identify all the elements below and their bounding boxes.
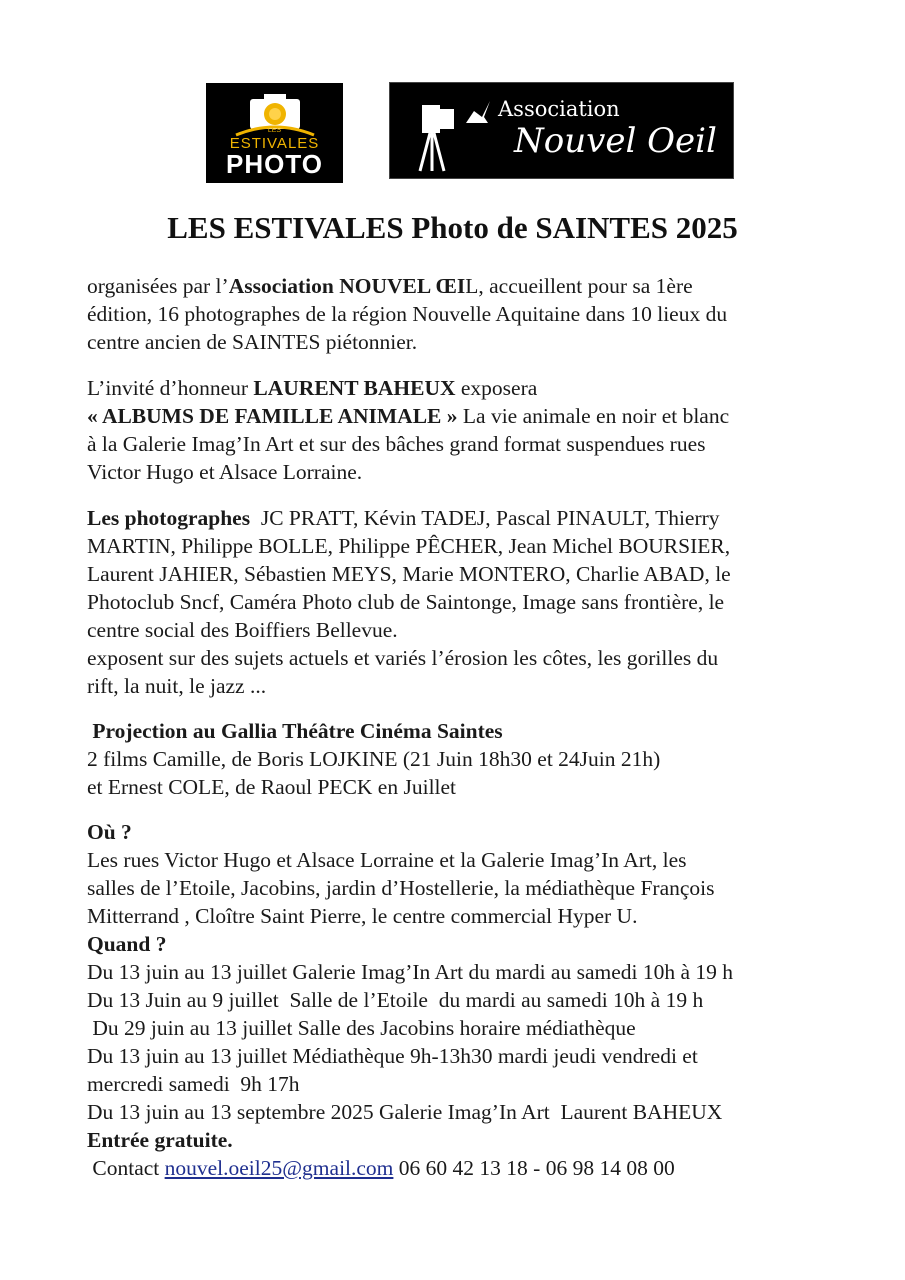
- exhibition-title: « ALBUMS DE FAMILLE ANIMALE »: [87, 404, 458, 428]
- guest-line-4: Victor Hugo et Alsace Lorraine.: [87, 460, 363, 484]
- photographers-text-1: JC PRATT, Kévin TADEJ, Pascal PINAULT, Thierry: [250, 506, 720, 530]
- guest-text-c: exposera: [455, 376, 538, 400]
- intro-line-1: [87, 272, 827, 300]
- logo-estivales-text: ESTIVALES: [229, 135, 320, 152]
- where-heading-text: Où ?: [87, 820, 132, 844]
- projection-heading-text: Projection au Gallia Théâtre Cinéma Saintes: [87, 719, 503, 743]
- photographers-line-6: exposent sur des sujets actuels et variés l’érosion les côtes, les gorilles du: [87, 646, 719, 670]
- photographers-line-7: rift, la nuit, le jazz ...: [87, 674, 267, 698]
- entry-free: [87, 1126, 827, 1154]
- photographers-line-3: Laurent JAHIER, Sébastien MEYS, Marie MONTERO, Charlie ABAD, le: [87, 562, 731, 586]
- when-line-5: mercredi samedi 9h 17h: [87, 1072, 300, 1096]
- photographers-label: Les photographes: [87, 506, 251, 530]
- when-line-6: Du 13 juin au 13 septembre 2025 Galerie Imag’In Art Laurent BAHEUX: [87, 1100, 723, 1124]
- when-line-4: Du 13 juin au 13 juillet Médiathèque 9h-13h30 mardi jeudi vendredi et: [87, 1044, 698, 1068]
- association-name: Association NOUVEL ŒI: [228, 274, 466, 298]
- intro-line-2: édition, 16 photographes de la région Nouvelle Aquitaine dans 10 lieux du: [87, 302, 728, 326]
- projection-line-1: 2 films Camille, de Boris LOJKINE (21 Juin 18h30 et 24Juin 21h): [87, 747, 661, 771]
- when-line-1: Du 13 juin au 13 juillet Galerie Imag’In Art du mardi au samedi 10h à 19 h: [87, 960, 734, 984]
- where-line-3: Mitterrand , Cloître Saint Pierre, le centre commercial Hyper U.: [87, 904, 638, 928]
- where-line-2: salles de l’Etoile, Jacobins, jardin d’Hostellerie, la médiathèque François: [87, 876, 715, 900]
- guest-name: LAURENT BAHEUX: [253, 376, 456, 400]
- contact-line: [87, 1154, 827, 1182]
- intro-text-a: organisées par l’: [87, 274, 229, 298]
- where-line-1: Les rues Victor Hugo et Alsace Lorraine et la Galerie Imag’In Art, les: [87, 848, 687, 872]
- when-heading-text: Quand ?: [87, 932, 167, 956]
- guest-line-1: [87, 374, 827, 402]
- logo-photo-text: PHOTO: [226, 149, 323, 179]
- guest-line-3: à la Galerie Imag’In Art et sur des bâches grand format suspendues rues: [87, 432, 706, 456]
- logo-association-text: Association: [498, 97, 620, 121]
- logo-les-text: LES: [267, 127, 282, 134]
- guest-text-e: La vie animale en noir et blanc: [457, 404, 730, 428]
- when-line-3: Du 29 juin au 13 juillet Salle des Jacobins horaire médiathèque: [87, 1016, 636, 1040]
- when-line-2: Du 13 Juin au 9 juillet Salle de l’Etoile du mardi au samedi 10h à 19 h: [87, 988, 704, 1012]
- contact-phones: 06 60 42 13 18 - 06 98 14 08 00: [393, 1156, 675, 1180]
- logo-nouvel-oeil-text: Nouvel Oeil: [514, 121, 717, 161]
- where-section: [87, 818, 827, 930]
- photographers-line-1: [87, 504, 827, 532]
- photographers-line-5: centre social des Boiffiers Bellevue.: [87, 618, 398, 642]
- projection-paragraph: [87, 717, 827, 801]
- where-heading: [87, 818, 827, 846]
- photographers-paragraph: [87, 504, 827, 700]
- when-section: [87, 930, 827, 1182]
- when-heading: [87, 930, 827, 958]
- photographers-line-4: Photoclub Sncf, Caméra Photo club de Saintonge, Image sans frontière, le: [87, 590, 725, 614]
- guest-text-a: L’invité d’honneur: [87, 376, 254, 400]
- entry-free-text: Entrée gratuite.: [87, 1128, 233, 1152]
- projection-line-2: et Ernest COLE, de Raoul PECK en Juillet: [87, 775, 457, 799]
- guest-line-2: [87, 402, 827, 430]
- guest-paragraph: [87, 374, 827, 486]
- estivales-photo-logo: [206, 83, 343, 183]
- projection-heading: [87, 717, 827, 745]
- contact-email-link[interactable]: nouvel.oeil25@gmail.com: [164, 1156, 394, 1180]
- page-title: LES ESTIVALES Photo de SAINTES 2025: [167, 210, 738, 245]
- association-nouvel-oeil-logo: [389, 82, 734, 179]
- photographers-line-2: MARTIN, Philippe BOLLE, Philippe PÊCHER, Jean Michel BOURSIER,: [87, 534, 731, 558]
- contact-label: Contact: [87, 1156, 165, 1180]
- intro-line-3: centre ancien de SAINTES piétonnier.: [87, 330, 418, 354]
- intro-paragraph: [87, 272, 827, 356]
- intro-text-c: L, accueillent pour sa 1ère: [465, 274, 693, 298]
